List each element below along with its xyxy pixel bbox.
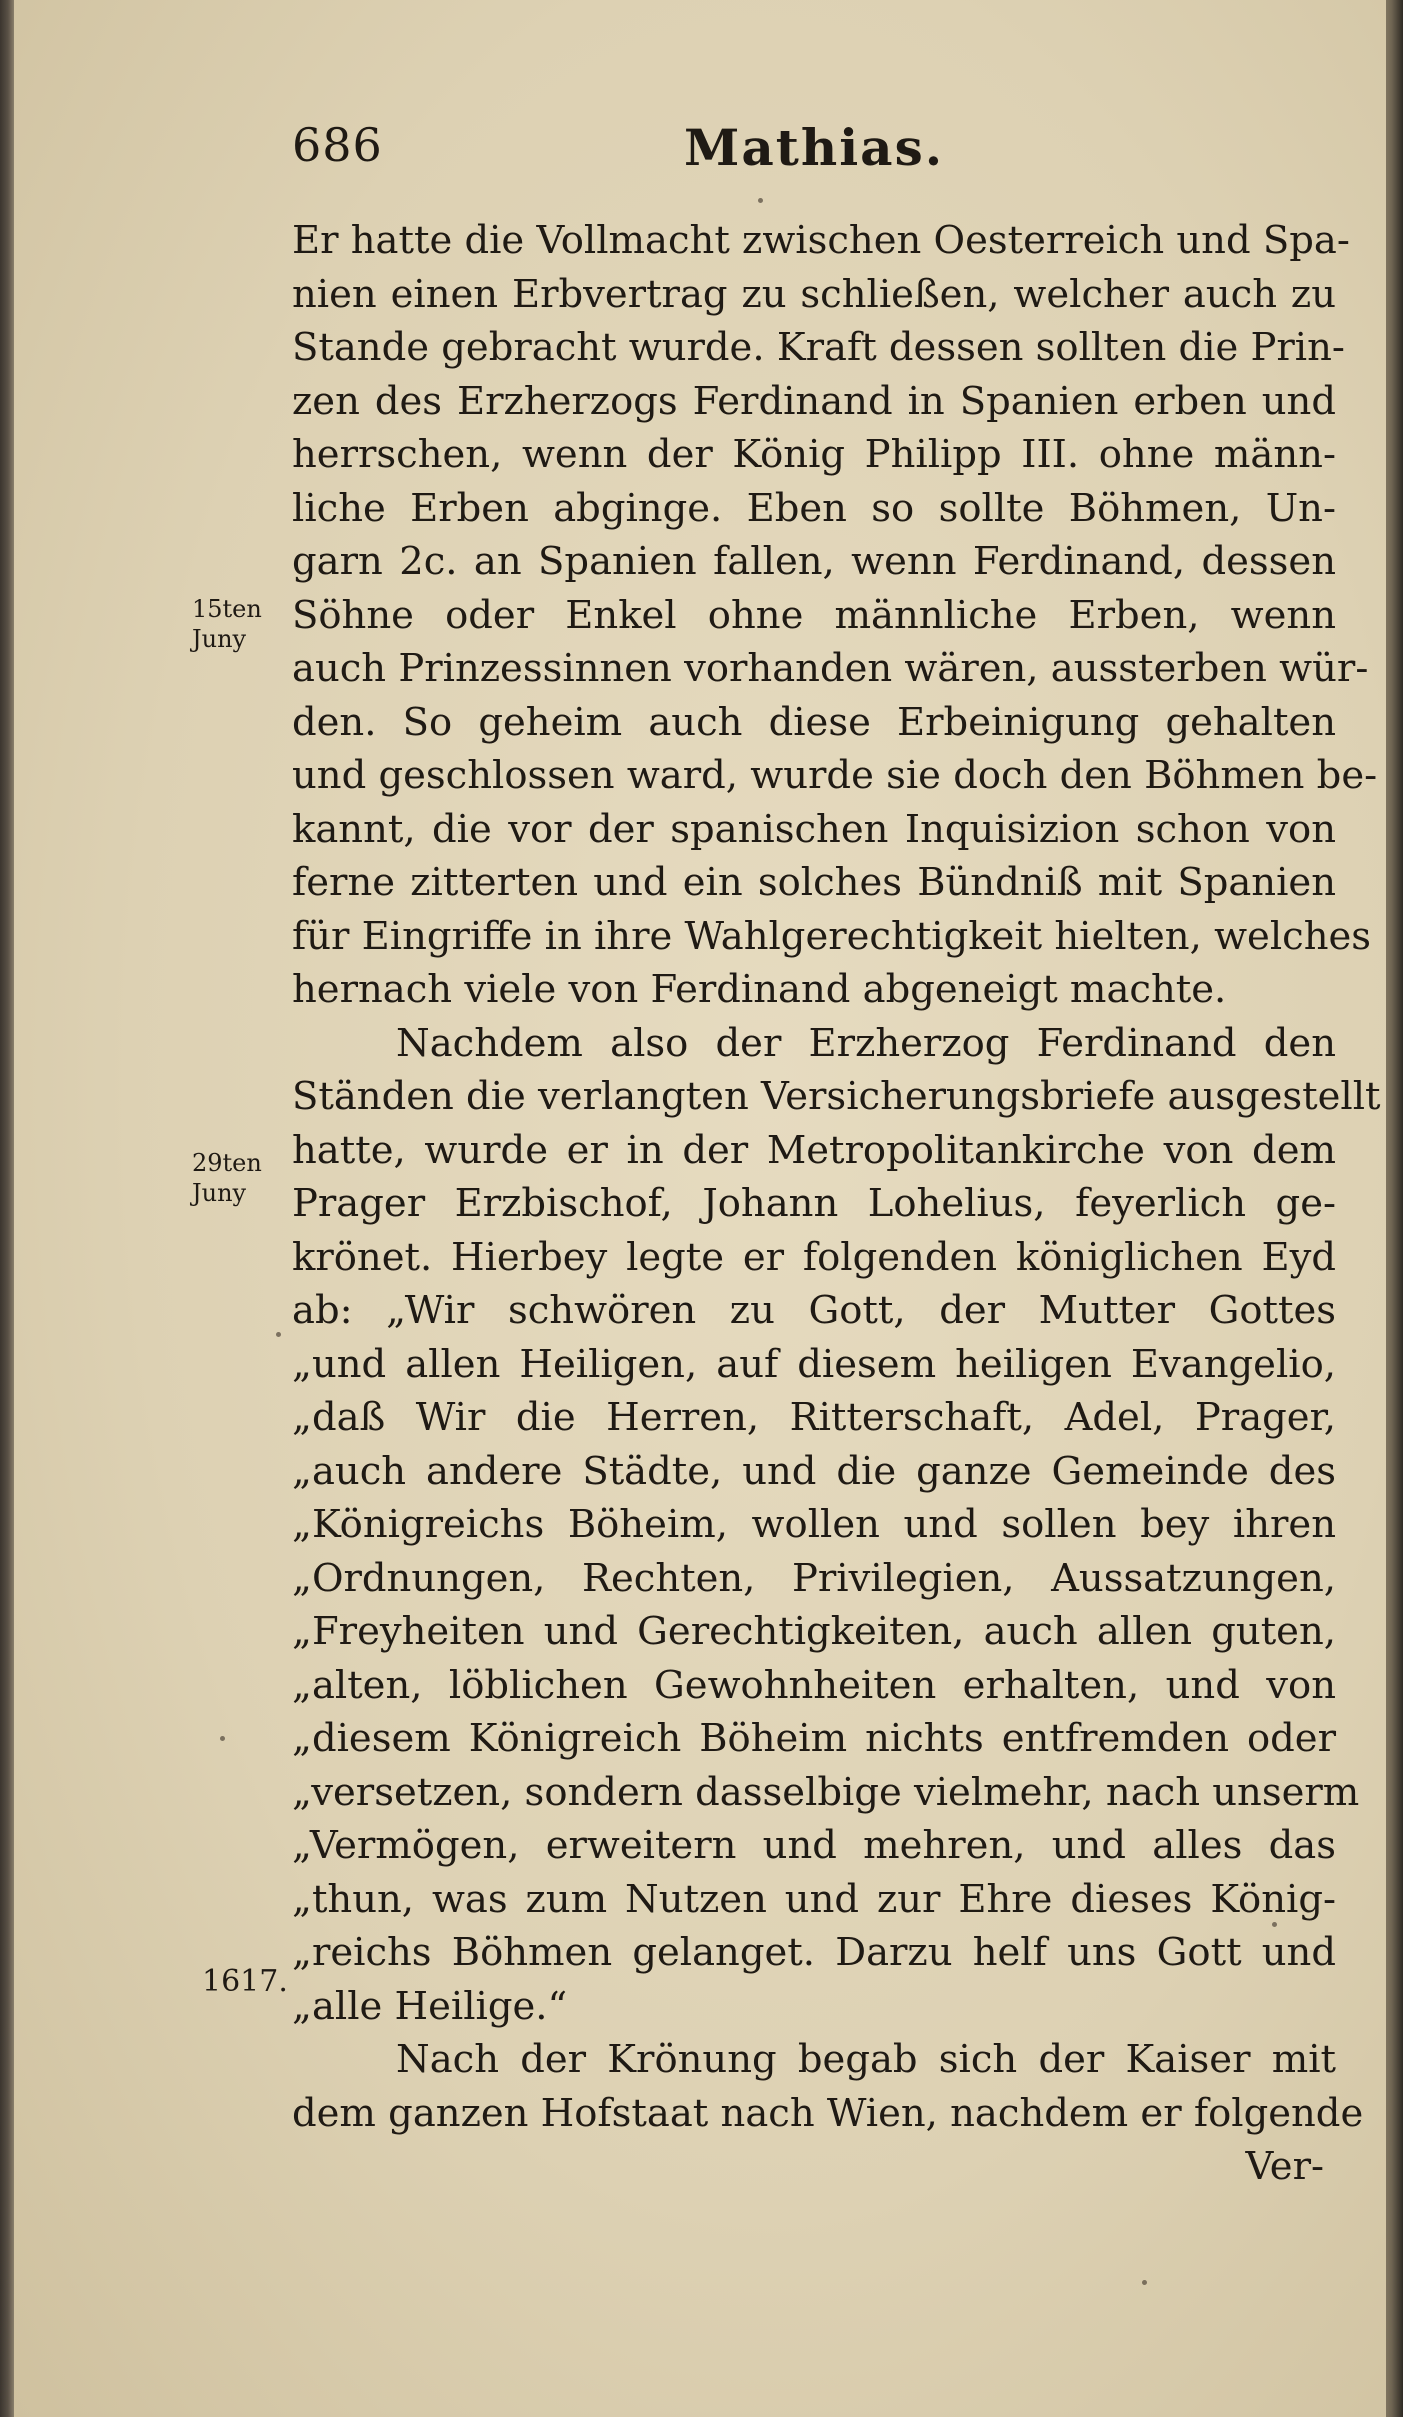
paper-speck — [276, 1332, 281, 1337]
text-line: garn 2c. an Spanien fallen, wenn Ferdinand, dessen — [292, 539, 1336, 584]
text-line: kannt, die vor der spanischen Inquisizion schon von — [292, 806, 1336, 852]
text-line: „auch andere Städte, und die ganze Gemeinde des — [292, 1448, 1336, 1494]
margin-note-day: 15ten — [192, 595, 262, 623]
text-line: „Ordnungen, Rechten, Privilegien, Aussatzungen, — [292, 1555, 1336, 1601]
margin-note-month: Juny — [192, 1179, 247, 1207]
text-line: herrschen, wenn der König Philipp III. ohne männ- — [292, 432, 1336, 477]
running-title: Mathias. — [684, 118, 945, 177]
paper-speck — [1142, 2280, 1147, 2285]
paper-speck — [1272, 1922, 1277, 1927]
margin-note-date-1 — [192, 594, 288, 654]
text-line: und geschlossen ward, wurde sie doch den Böhmen be- — [292, 753, 1378, 798]
text-line: liche Erben abginge. Eben so sollte Böhmen, Un- — [292, 485, 1336, 531]
margin-note-month: Juny — [192, 625, 247, 653]
text-line: „Freyheiten und Gerechtigkeiten, auch allen guten, — [292, 1609, 1336, 1654]
margin-note-date-2 — [192, 1148, 288, 1208]
text-line: nien einen Erbvertrag zu schließen, welcher auch zu — [292, 271, 1336, 317]
text-line: den. So geheim auch diese Erbeinigung gehalten — [292, 699, 1336, 745]
text-line: hernach viele von Ferdinand abgeneigt machte. — [292, 967, 1227, 1012]
text-line: Nach der Krönung begab sich der Kaiser mit — [396, 2037, 1336, 2082]
text-line: für Eingriffe in ihre Wahlgerechtigkeit hielten, welches — [292, 913, 1372, 959]
text-line: „alle Heilige.“ — [292, 1983, 568, 2029]
text-line: Ständen die verlangten Versicherungsbriefe ausgestellt — [292, 1074, 1381, 1119]
text-line: ferne zitterten und ein solches Bündniß mit Spanien — [292, 860, 1336, 905]
text-line: hatte, wurde er in der Metropolitankirche von dem — [292, 1127, 1336, 1173]
text-line: „Vermögen, erweitern und mehren, und alles das — [292, 1823, 1336, 1868]
text-line: ab: „Wir schwören zu Gott, der Mutter Gottes — [292, 1288, 1336, 1333]
text-line: auch Prinzessinnen vorhanden wären, aussterben wür- — [292, 646, 1369, 691]
text-line: krönet. Hierbey legte er folgenden königlichen Eyd — [292, 1234, 1336, 1280]
text-line: „thun, was zum Nutzen und zur Ehre dieses König- — [292, 1876, 1336, 1922]
paper-speck — [220, 1736, 225, 1741]
text-line: „Königreichs Böheim, wollen und sollen bey ihren — [292, 1502, 1336, 1547]
book-page — [14, 0, 1386, 2417]
paper-speck — [758, 198, 763, 203]
text-line: „versetzen, sondern dasselbige vielmehr, nach unserm — [292, 1769, 1360, 1815]
text-line: „daß Wir die Herren, Ritterschaft, Adel, Prager, — [292, 1395, 1336, 1440]
margin-note-year: 1617. — [202, 1964, 288, 1999]
text-line: zen des Erzherzogs Ferdinand in Spanien erben und — [292, 378, 1336, 424]
text-line: „alten, löblichen Gewohnheiten erhalten, und von — [292, 1662, 1336, 1708]
page-number: 686 — [292, 118, 383, 172]
text-line: Prager Erzbischof, Johann Lohelius, feyerlich ge- — [292, 1181, 1336, 1226]
text-line: Er hatte die Vollmacht zwischen Oesterreich und Spa- — [292, 218, 1350, 263]
margin-note-day: 29ten — [192, 1149, 262, 1177]
page-header — [292, 118, 1272, 188]
text-line: Söhne oder Enkel ohne männliche Erben, wenn — [292, 592, 1336, 638]
text-line: „und allen Heiligen, auf diesem heiligen Evangelio, — [292, 1341, 1336, 1387]
text-line: „reichs Böhmen gelanget. Darzu helf uns Gott und — [292, 1930, 1336, 1975]
body-text — [292, 214, 1381, 2194]
text-line: Nachdem also der Erzherzog Ferdinand den — [396, 1020, 1336, 1066]
text-line: „diesem Königreich Böheim nichts entfremden oder — [292, 1716, 1336, 1761]
catchword: Ver- — [1245, 2144, 1324, 2189]
text-line: dem ganzen Hofstaat nach Wien, nachdem er folgende — [292, 2090, 1364, 2136]
text-line: Stande gebracht wurde. Kraft dessen sollten die Prin- — [292, 325, 1345, 370]
